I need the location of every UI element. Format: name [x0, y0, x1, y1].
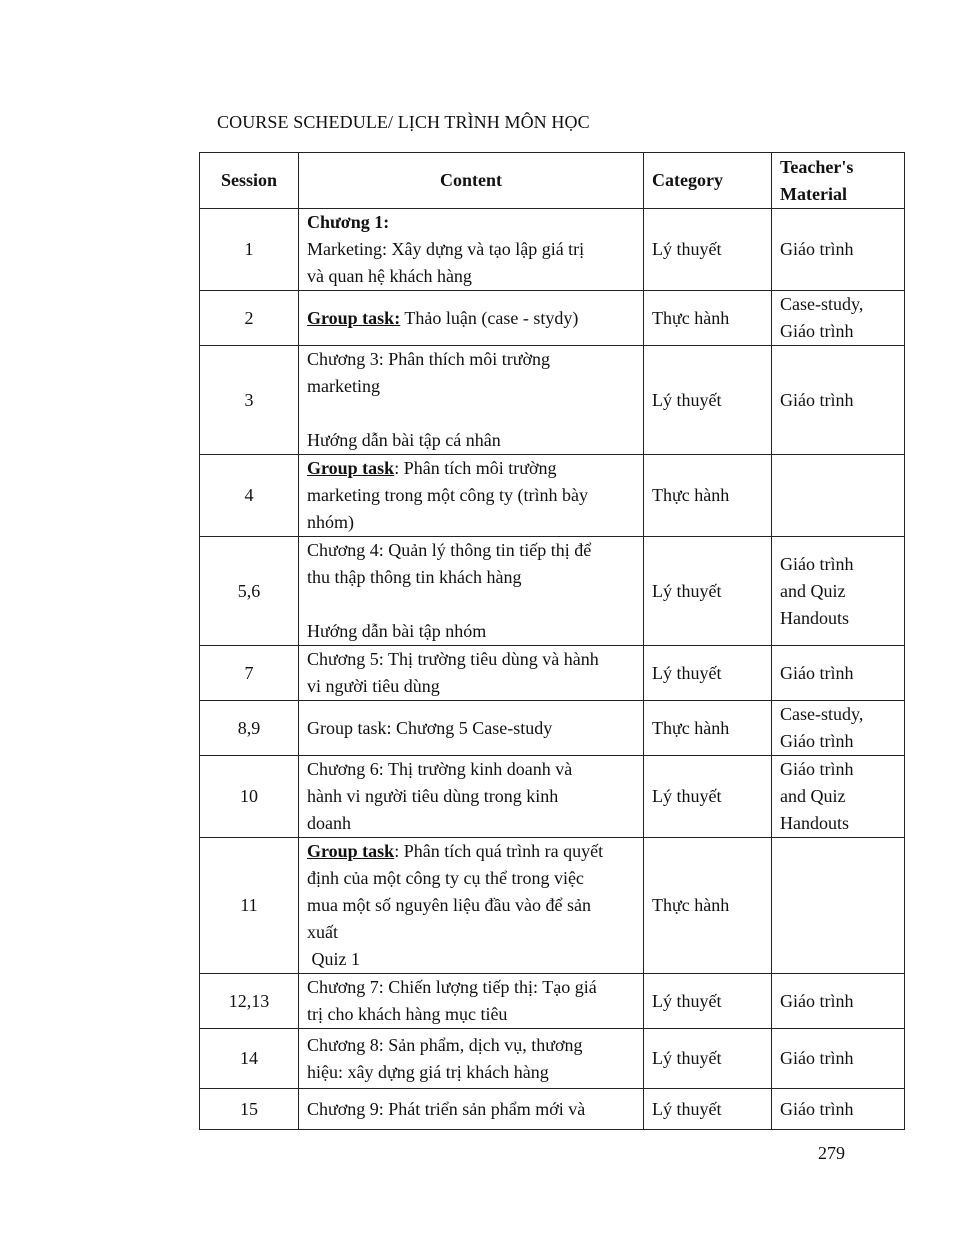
table-row [200, 1029, 905, 1089]
content-cell [299, 974, 644, 1029]
content-line: hiệu: xây dựng giá trị khách hàng [307, 1061, 549, 1082]
material-line: Case-study, [780, 704, 864, 724]
category-cell: Lý thuyết [644, 209, 772, 291]
category-cell: Thực hành [644, 291, 772, 346]
header-category: Category [644, 153, 772, 209]
table-row [200, 701, 905, 756]
table-row [200, 346, 905, 455]
content-text: : Phân tích môi trường [394, 458, 557, 478]
material-line: Giáo trình [780, 1048, 854, 1068]
session-cell: 10 [200, 756, 299, 838]
material-line: Giáo trình [780, 759, 854, 779]
material-line: Giáo trình [780, 1098, 854, 1119]
content-line: Quiz 1 [307, 949, 360, 969]
material-line: and Quiz [780, 786, 846, 806]
content-line: Chương 9: Phát triển sản phẩm mới và [307, 1098, 586, 1119]
material-line: Giáo trình [780, 990, 854, 1011]
material-line: Giáo trình [780, 321, 854, 341]
material-cell [772, 1089, 905, 1130]
header-session: Session [200, 153, 299, 209]
content-line: Chương 6: Thị trường kinh doanh và [307, 759, 573, 779]
category-cell: Lý thuyết [644, 1029, 772, 1089]
material-cell [772, 838, 905, 974]
table-row [200, 209, 905, 291]
material-cell [772, 537, 905, 646]
group-task-label: Group task [307, 458, 395, 478]
material-cell [772, 1029, 905, 1089]
header-material [772, 153, 905, 209]
header-material-line: Teacher's [780, 156, 854, 177]
content-line: doanh [307, 813, 351, 833]
header-material-line: Material [780, 183, 847, 204]
table-row [200, 838, 905, 974]
content-cell [299, 1029, 644, 1089]
category-cell: Thực hành [644, 455, 772, 537]
content-text: Thảo luận (case - stydy) [400, 307, 579, 328]
material-line: Handouts [780, 813, 849, 833]
table-row [200, 455, 905, 537]
session-cell: 8,9 [200, 701, 299, 756]
material-line: Giáo trình [780, 553, 854, 574]
table-row [200, 974, 905, 1029]
session-cell: 2 [200, 291, 299, 346]
content-line: nhóm) [307, 512, 354, 532]
table-row [200, 291, 905, 346]
group-task-label: Group task: [307, 307, 401, 328]
session-cell: 1 [200, 209, 299, 291]
content-cell [299, 346, 644, 455]
content-line: xuất [307, 922, 338, 942]
content-cell [299, 646, 644, 701]
material-line: Giáo trình [780, 662, 854, 683]
material-line: Giáo trình [780, 731, 854, 751]
table-row [200, 756, 905, 838]
material-cell [772, 455, 905, 537]
content-cell [299, 537, 644, 646]
session-cell: 14 [200, 1029, 299, 1089]
content-line: marketing [307, 376, 380, 396]
content-line: hành vi người tiêu dùng trong kinh [307, 786, 559, 806]
content-line: định của một công ty cụ thể trong việc [307, 868, 584, 888]
content-cell [299, 291, 644, 346]
header-content: Content [299, 153, 644, 209]
content-cell [299, 455, 644, 537]
content-line: Marketing: Xây dựng và tạo lập giá trị [307, 239, 585, 259]
material-line: and Quiz [780, 580, 846, 601]
content-cell [299, 701, 644, 756]
category-cell: Lý thuyết [644, 346, 772, 455]
session-cell: 7 [200, 646, 299, 701]
material-cell [772, 974, 905, 1029]
content-line: và quan hệ khách hàng [307, 266, 472, 286]
session-cell: 12,13 [200, 974, 299, 1029]
table-row [200, 646, 905, 701]
session-cell: 3 [200, 346, 299, 455]
course-schedule-table [199, 152, 905, 1130]
content-line: mua một số nguyên liệu đầu vào để sản [307, 895, 591, 915]
content-line: Chương 5: Thị trường tiêu dùng và hành [307, 649, 599, 669]
content-line: Group task: Chương 5 Case-study [307, 717, 553, 738]
content-line: marketing trong một công ty (trình bày [307, 485, 588, 505]
category-cell: Thực hành [644, 701, 772, 756]
content-line: trị cho khách hàng mục tiêu [307, 1004, 508, 1024]
session-cell: 11 [200, 838, 299, 974]
material-line: Handouts [780, 607, 849, 628]
category-cell: Lý thuyết [644, 537, 772, 646]
content-line: Hướng dẫn bài tập cá nhân [307, 430, 501, 450]
content-line: Chương 3: Phân thích môi trường [307, 349, 551, 369]
chapter-heading: Chương 1: [307, 212, 390, 232]
content-cell [299, 1089, 644, 1130]
content-line: vi người tiêu dùng [307, 676, 440, 696]
material-cell [772, 646, 905, 701]
content-line: Hướng dẫn bài tập nhóm [307, 621, 487, 641]
material-line: Giáo trình [780, 239, 854, 259]
session-cell: 5,6 [200, 537, 299, 646]
content-text: : Phân tích quá trình ra quyết [394, 841, 604, 861]
content-line: Chương 4: Quản lý thông tin tiếp thị để [307, 540, 592, 560]
content-line: Chương 7: Chiến lượng tiếp thị: Tạo giá [307, 977, 597, 997]
material-cell [772, 701, 905, 756]
table-row [200, 537, 905, 646]
table-row [200, 1089, 905, 1130]
material-cell [772, 291, 905, 346]
category-cell: Thực hành [644, 838, 772, 974]
session-cell: 4 [200, 455, 299, 537]
table-header-row [200, 153, 905, 209]
material-line: Case-study, [780, 294, 864, 314]
material-cell [772, 346, 905, 455]
content-cell [299, 209, 644, 291]
material-cell [772, 756, 905, 838]
category-cell: Lý thuyết [644, 1089, 772, 1130]
material-cell [772, 209, 905, 291]
content-line: Chương 8: Sản phẩm, dịch vụ, thương [307, 1034, 583, 1055]
category-cell: Lý thuyết [644, 974, 772, 1029]
page-title: COURSE SCHEDULE/ LỊCH TRÌNH MÔN HỌC [217, 112, 590, 132]
content-cell [299, 756, 644, 838]
category-cell: Lý thuyết [644, 756, 772, 838]
category-cell: Lý thuyết [644, 646, 772, 701]
content-cell [299, 838, 644, 974]
group-task-label: Group task [307, 841, 395, 861]
session-cell: 15 [200, 1089, 299, 1130]
page-number: 279 [818, 1143, 845, 1163]
material-line: Giáo trình [780, 389, 854, 410]
content-line: thu thập thông tin khách hàng [307, 567, 522, 587]
